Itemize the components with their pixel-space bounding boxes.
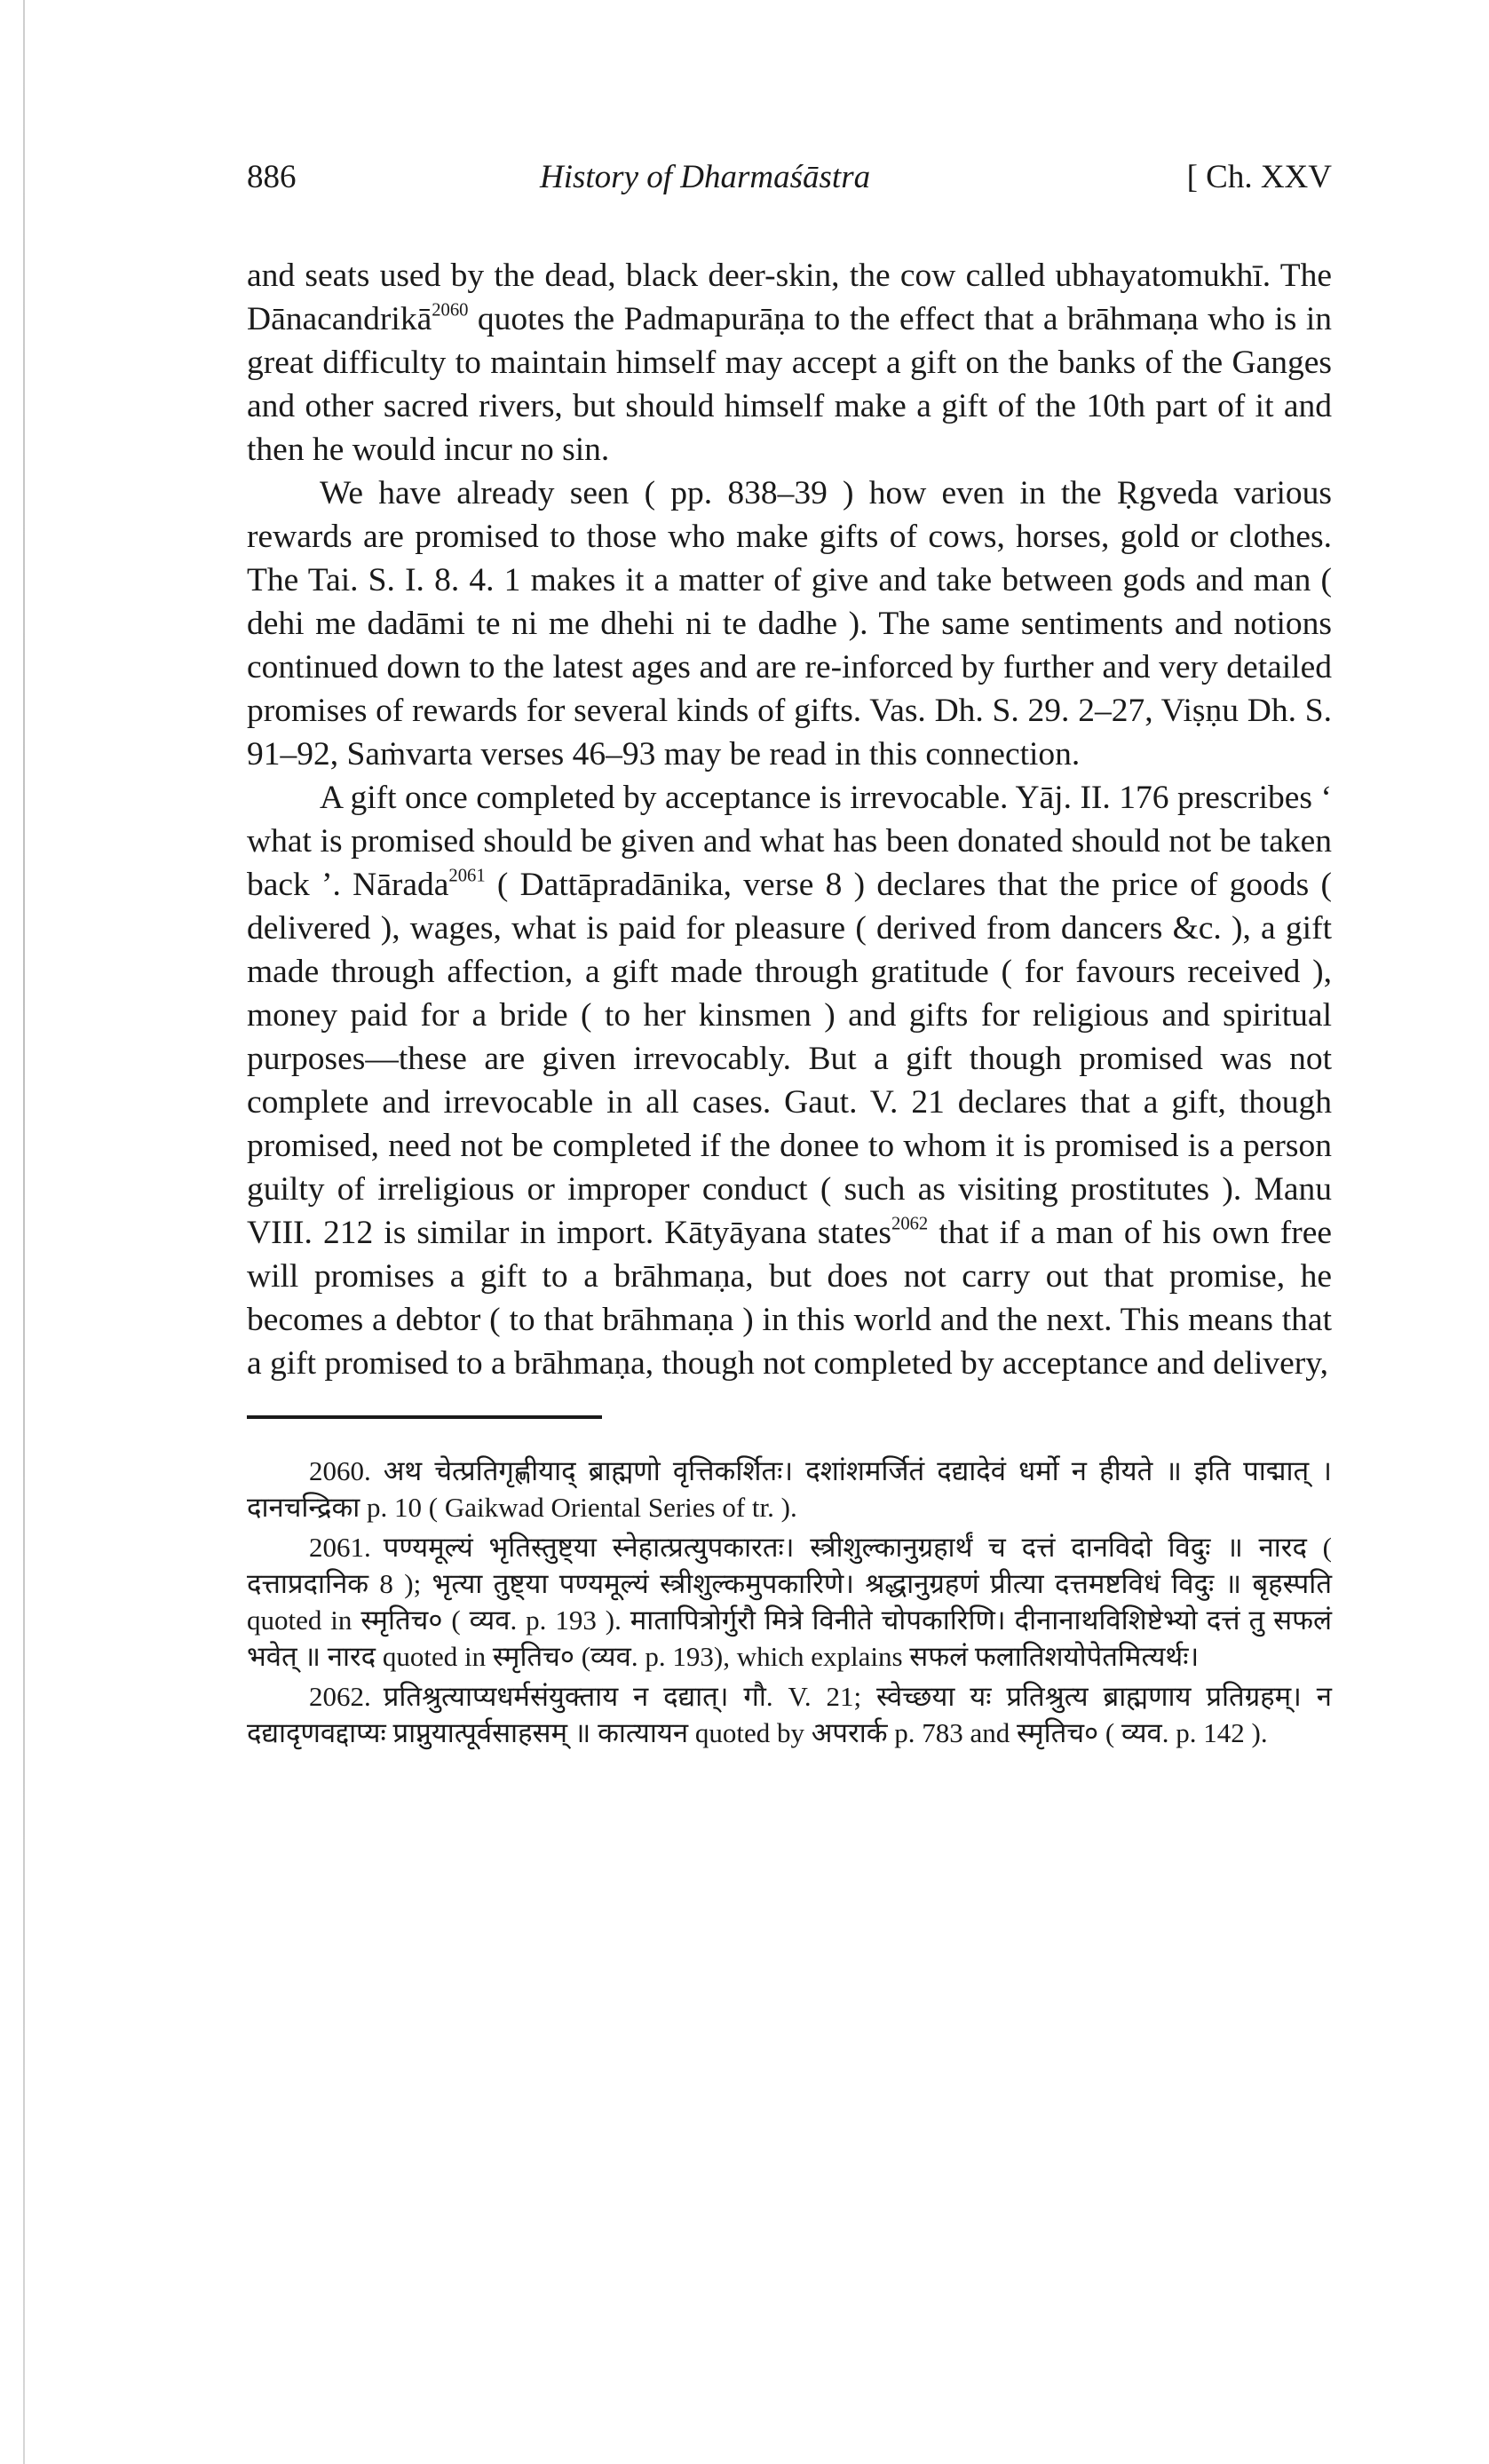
paragraph-text: quotes the Padmapurāṇa to the effect that a brāhmaṇa who is in great difficulty to maintain himself may accept a gift on the banks of the Ganges and other sacred rivers, but should himself make a gift of the 10th part of it and then he would incur no sin. [247, 301, 1332, 468]
page-header [247, 151, 1332, 204]
footnote-number: 2060. [309, 1455, 371, 1486]
paragraph-text: A gift once completed by acceptance is irrevocable. Yāj. II. 176 prescribes ‘ what is promised should be given and what has been donated should not be taken back ’. Nārada [247, 780, 1332, 903]
footnote-text: अथ चेत्प्रतिगृह्णीयाद् ब्राह्मणो वृत्तिकर्शितः। दशांशमर्जितं दद्यादेवं धर्मो न हीयते ॥ इति पाद्मात् । दानचन्द्रिका p. 10 ( Gaikwad Oriental Series of tr. ). [247, 1455, 1332, 1523]
footnote-reference[interactable]: 2061 [448, 866, 486, 886]
footnote-reference[interactable]: 2060 [432, 300, 469, 321]
paragraph [247, 471, 1332, 776]
footnote-number: 2062. [309, 1681, 371, 1712]
binding-edge-line [23, 0, 25, 2464]
footnote [247, 1678, 1332, 1751]
footnote-divider [247, 1415, 602, 1419]
book-page [247, 151, 1332, 1755]
footnote [247, 1529, 1332, 1675]
footnote-number: 2061. [309, 1532, 371, 1563]
paragraph-text: that if a man of his own free will promises a gift to a brāhmaṇa, but does not carry out that promise, he becomes a debtor ( to that brāhmaṇa ) in this world and the next. This means that a gift promised to a brāhmaṇa, though not completed by acceptance and delivery, [247, 1215, 1332, 1382]
paragraph-text: and seats used by the dead, black deer-skin, the cow called ubhayatomukhī. The Dānacandrikā [247, 257, 1332, 337]
paragraph [247, 254, 1332, 471]
paragraph-text: We have already seen ( pp. 838–39 ) how even in the Ṛgveda various rewards are promised to those who make gifts of cows, horses, gold or clothes. The Tai. S. I. 8. 4. 1 makes it a matter of give and take between gods and man ( dehi me dadāmi te ni me dhehi ni te dadhe ). The same sentiments and notions continued down to the latest ages and are re-inforced by further and very detailed promises of rewards for several kinds of gifts. Vas. Dh. S. 29. 2–27, Viṣṇu Dh. S. 91–92, Saṁvarta verses 46–93 may be read in this connection. [247, 475, 1332, 772]
footnote-reference[interactable]: 2062 [891, 1214, 929, 1234]
body-text [247, 254, 1332, 1385]
running-title: History of Dharmaśāstra [540, 159, 871, 195]
page-number: 886 [247, 159, 297, 195]
footnote-text: प्रतिश्रुत्याप्यधर्मसंयुक्ताय न दद्यात्। गौ. V. 21; स्वेच्छया यः प्रतिश्रुत्य ब्राह्मणाय प्रतिग्रहम्। न दद्यादृणवद्दाप्यः प्राप्नुयात्पूर्वसाहसम् ॥ कात्यायन quoted by अपरार्क p. 783 and स्मृतिच० ( व्यव. p. 142 ). [247, 1681, 1332, 1748]
paragraph [247, 776, 1332, 1385]
paragraph-text: ( Dattāpradānika, verse 8 ) declares that the price of goods ( delivered ), wages, what is paid for pleasure ( derived from dancers &c. ), a gift made through affection, a gift made through gratitude ( for favours received ), money paid for a bride ( to her kinsmen ) and gifts for religious and spiritual purposes—these are given irrevocably. But a gift though promised was not complete and irrevocable in all cases. Gaut. V. 21 declares that a gift, though promised, need not be completed if the donee to whom it is promised is a person guilty of irreligious or improper conduct ( such as visiting prostitutes ). Manu VIII. 212 is similar in import. Kātyāyana states [247, 867, 1333, 1251]
footnotes [247, 1453, 1332, 1751]
footnote-text: पण्यमूल्यं भृतिस्तुष्ट्या स्नेहात्प्रत्युपकारतः। स्त्रीशुल्कानुग्रहार्थं च दत्तं दानविदो विदुः ॥ नारद ( दत्ताप्रदानिक 8 ); भृत्या तुष्ट्या पण्यमूल्यं स्त्रीशुल्कमुपकारिणे। श्रद्धानुग्रहणं प्रीत्या दत्तमष्टविधं विदुः ॥ बृहस्पति quoted in स्मृतिच० ( व्यव. p. 193 ). मातापित्रोर्गुरौ मित्रे विनीते चोपकारिणि। दीनानाथविशिष्टेभ्यो दत्तं तु सफलं भवेत् ॥ नारद quoted in स्मृतिच० (व्यव. p. 193), which explains सफलं फलातिशयोपेतमित्यर्थः। [247, 1532, 1332, 1672]
footnote [247, 1453, 1332, 1525]
chapter-label: [ Ch. XXV [1186, 159, 1332, 195]
